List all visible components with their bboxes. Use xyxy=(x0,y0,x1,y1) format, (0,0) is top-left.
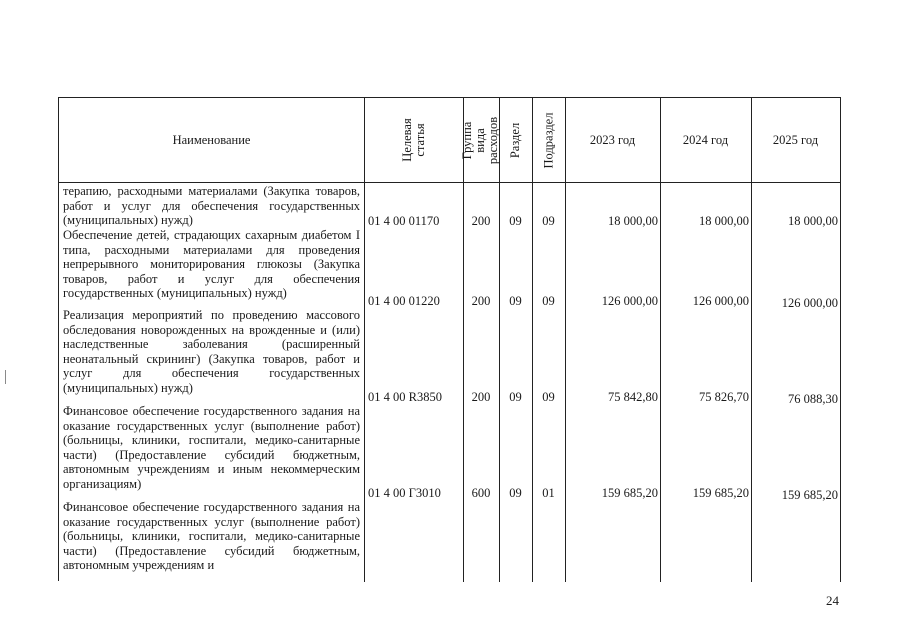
row-value-2023: 159 685,20 xyxy=(601,486,658,500)
row-subsection: 09 xyxy=(542,294,555,308)
header-group-label: Группа вида расходов xyxy=(460,116,501,164)
row-subsection: 01 xyxy=(542,486,555,500)
row-group: 200 xyxy=(471,214,491,228)
row-target-code: 01 4 00 Г3010 xyxy=(368,486,441,500)
row-description: Финансовое обеспечение государственного задания на оказание государственных услуг (выполнение работ) (больницы, клиники, госпитали, медико-санитарные части) (Предоставление субсидий бюджетным, автономным учреждениям и xyxy=(63,500,360,572)
row-description: Обеспечение детей, страдающих сахарным диабетом I типа, расходными материалами для проведения непрерывного мониторирования глюкозы (Закупка товаров, работ и услуг для обеспечения государственных (муниципальных) нужд) xyxy=(63,228,360,300)
row-value-2024: 75 826,70 xyxy=(699,390,749,404)
header-target-label: Целевая статья xyxy=(399,118,427,162)
row-description: Реализация мероприятий по проведению массового обследования новорожденных на врожденные и (или) наследственные заболевания (расширенный неонатальный скрининг) (Закупка товаров, работ и услуг для обеспечения государственных (муниципальных) нужд) xyxy=(63,308,360,395)
header-2025: 2025 год xyxy=(772,132,819,147)
row-target-code: 01 4 00 R3850 xyxy=(368,390,442,404)
row-section: 09 xyxy=(509,390,522,404)
row-value-2023: 75 842,80 xyxy=(608,390,658,404)
row-value-2023: 18 000,00 xyxy=(608,214,658,228)
budget-table xyxy=(58,97,841,581)
header-name: Наименование xyxy=(172,132,251,147)
row-value-2024: 18 000,00 xyxy=(699,214,749,228)
header-divider xyxy=(59,182,841,183)
row-value-2024: 159 685,20 xyxy=(692,486,749,500)
row-subsection: 09 xyxy=(542,390,555,404)
header-2024: 2024 год xyxy=(682,132,729,147)
header-section xyxy=(499,98,532,182)
row-section: 09 xyxy=(509,294,522,308)
row-value-2025: 159 685,20 xyxy=(781,488,838,502)
header-subsection xyxy=(532,98,565,182)
row-group: 200 xyxy=(471,294,491,308)
row-group: 600 xyxy=(471,486,491,500)
header-2023: 2023 год xyxy=(589,132,636,147)
page-number: 24 xyxy=(826,593,839,608)
header-target xyxy=(364,98,463,182)
row-target-code: 01 4 00 01220 xyxy=(368,294,440,308)
row-section: 09 xyxy=(509,486,522,500)
row-value-2025: 76 088,30 xyxy=(788,392,838,406)
row-target-code: 01 4 00 01170 xyxy=(368,214,440,228)
header-section-label: Раздел xyxy=(508,122,523,158)
row-value-2024: 126 000,00 xyxy=(692,294,749,308)
row-value-2025: 126 000,00 xyxy=(781,296,838,310)
row-subsection: 09 xyxy=(542,214,555,228)
row-value-2023: 126 000,00 xyxy=(601,294,658,308)
row-description: Финансовое обеспечение государственного задания на оказание государственных услуг (выполнение работ) (больницы, клиники, госпитали, медико-санитарные части) (Предоставление субсидий бюджетным, автономным учреждениям и иным некоммерческим организациям) xyxy=(63,404,360,491)
header-subsection-label: Подраздел xyxy=(541,112,555,168)
col-divider xyxy=(840,98,841,582)
row-section: 09 xyxy=(509,214,522,228)
header-group xyxy=(460,98,501,182)
row-description: терапию, расходными материалами (Закупка товаров, работ и услуг для обеспечения государственных (муниципальных) нужд) xyxy=(63,184,360,227)
row-value-2025: 18 000,00 xyxy=(788,214,838,228)
scan-artifact xyxy=(5,370,6,384)
row-group: 200 xyxy=(471,390,491,404)
